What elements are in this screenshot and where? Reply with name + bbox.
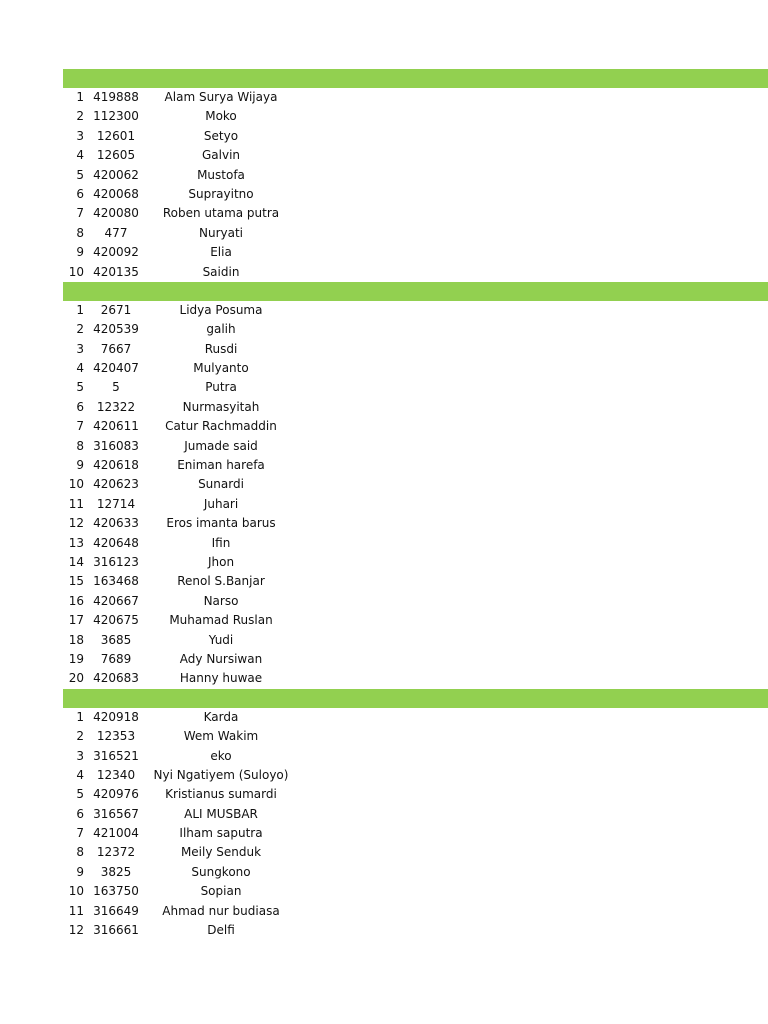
table-row: [0, 669, 768, 688]
row-number-cell: 11: [68, 496, 84, 511]
row-number-cell: 3: [76, 128, 84, 143]
row-number-cell: 2: [76, 729, 84, 744]
employee-name-cell: Setyo: [203, 128, 239, 143]
table-row: [0, 359, 768, 378]
employee-id-cell: 163468: [93, 574, 139, 589]
row-number-cell: 10: [68, 264, 84, 279]
employee-name-cell: Ady Nursiwan: [179, 651, 263, 666]
row-number-cell: 4: [76, 767, 84, 782]
employee-id-cell: 421004: [93, 826, 139, 841]
employee-id-cell: 316649: [93, 903, 139, 918]
row-number-cell: 4: [76, 148, 84, 163]
employee-id-cell: 12322: [96, 399, 136, 414]
employee-id-cell: 420407: [93, 361, 139, 376]
group-header-band: [63, 282, 768, 301]
row-number-cell: 9: [76, 458, 84, 473]
employee-name-cell: Hanny huwae: [179, 671, 263, 686]
table-row: [0, 514, 768, 533]
employee-name-cell: Kristianus sumardi: [165, 787, 277, 802]
table-row: [0, 766, 768, 785]
employee-name-cell: Juhari: [203, 496, 239, 511]
row-number-cell: 12: [68, 923, 84, 938]
row-number-cell: 10: [68, 477, 84, 492]
row-number-cell: 9: [76, 245, 84, 260]
employee-id-cell: 112300: [93, 109, 139, 124]
table-row: [0, 340, 768, 359]
employee-name-cell: Wem Wakim: [183, 729, 259, 744]
table-row: [0, 243, 768, 262]
employee-id-cell: 420062: [93, 167, 139, 182]
row-number-cell: 3: [76, 341, 84, 356]
employee-id-cell: 420135: [93, 264, 139, 279]
table-row: [0, 611, 768, 630]
row-number-cell: 6: [76, 399, 84, 414]
employee-id-cell: 419888: [93, 90, 139, 104]
table-row: [0, 301, 768, 320]
employee-name-cell: Suprayitno: [188, 186, 254, 201]
employee-name-cell: Nuryati: [198, 225, 243, 240]
employee-name-cell: ALI MUSBAR: [184, 806, 258, 821]
row-number-cell: 9: [76, 864, 84, 879]
group-header-band: [63, 69, 768, 88]
table-row: [0, 921, 768, 940]
row-number-cell: 8: [76, 225, 84, 240]
table-row: [0, 747, 768, 766]
employee-name-cell: Mulyanto: [193, 361, 249, 376]
spreadsheet: [0, 69, 768, 940]
row-number-cell: 19: [68, 651, 84, 666]
table-row: [0, 631, 768, 650]
row-number-cell: 1: [76, 709, 84, 724]
row-number-cell: 7: [76, 206, 84, 221]
row-number-cell: 18: [68, 632, 84, 647]
employee-name-cell: Catur Rachmaddin: [165, 419, 277, 434]
employee-id-cell: 316661: [93, 923, 139, 938]
table-row: [0, 437, 768, 456]
row-number-cell: 6: [76, 806, 84, 821]
employee-id-cell: 7667: [100, 341, 132, 356]
employee-name-cell: Ahmad nur budiasa: [162, 903, 280, 918]
table-row: [0, 572, 768, 591]
row-number-cell: 8: [76, 845, 84, 860]
employee-name-cell: Sopian: [200, 884, 242, 899]
employee-id-cell: 12601: [96, 128, 136, 143]
row-number-cell: 20: [68, 671, 84, 686]
row-number-cell: 3: [76, 748, 84, 763]
employee-name-cell: galih: [206, 322, 236, 337]
table-row: [0, 785, 768, 804]
employee-id-cell: 420633: [93, 516, 139, 531]
table-row: [0, 708, 768, 727]
row-number-cell: 11: [68, 903, 84, 918]
employee-id-cell: 420611: [93, 419, 139, 434]
employee-id-cell: 420683: [93, 671, 139, 686]
employee-id-cell: 316083: [93, 438, 139, 453]
employee-id-cell: 420092: [93, 245, 139, 260]
employee-name-cell: Narso: [203, 593, 239, 608]
employee-id-cell: 420080: [93, 206, 139, 221]
employee-id-cell: 477: [104, 225, 128, 240]
group-header-band: [63, 689, 768, 708]
table-row: [0, 727, 768, 746]
table-row: [0, 166, 768, 185]
row-number-cell: 5: [76, 167, 84, 182]
employee-id-cell: 316123: [93, 554, 139, 569]
employee-name-cell: Roben utama putra: [162, 206, 280, 221]
employee-id-cell: 12605: [96, 148, 136, 163]
employee-id-cell: 420675: [93, 613, 139, 628]
employee-id-cell: 420623: [93, 477, 139, 492]
table-row: [0, 127, 768, 146]
employee-name-cell: Jhon: [207, 554, 235, 569]
employee-id-cell: 420648: [93, 535, 139, 550]
row-number-cell: 6: [76, 186, 84, 201]
employee-name-cell: Nurmasyitah: [182, 399, 260, 414]
employee-id-cell: 420667: [93, 593, 139, 608]
employee-name-cell: Eros imanta barus: [166, 516, 276, 531]
table-row: [0, 88, 768, 107]
employee-id-cell: 12372: [96, 845, 136, 860]
row-number-cell: 5: [76, 787, 84, 802]
table-row: [0, 146, 768, 165]
employee-name-cell: Galvin: [201, 148, 241, 163]
table-row: [0, 863, 768, 882]
table-row: [0, 495, 768, 514]
row-number-cell: 8: [76, 438, 84, 453]
employee-id-cell: 420918: [93, 709, 139, 724]
employee-name-cell: eko: [210, 748, 232, 763]
table-row: [0, 650, 768, 669]
employee-name-cell: Sungkono: [191, 864, 251, 879]
employee-id-cell: 420618: [93, 458, 139, 473]
employee-name-cell: Sunardi: [198, 477, 244, 492]
employee-id-cell: 3825: [100, 864, 132, 879]
table-row: [0, 107, 768, 126]
table-row: [0, 553, 768, 572]
row-number-cell: 5: [76, 380, 84, 395]
row-number-cell: 14: [68, 554, 84, 569]
table-row: [0, 204, 768, 223]
row-number-cell: 17: [68, 613, 84, 628]
employee-name-cell: Lidya Posuma: [179, 302, 263, 317]
employee-id-cell: 12353: [96, 729, 136, 744]
employee-name-cell: Eniman harefa: [177, 458, 265, 473]
table-row: [0, 592, 768, 611]
employee-name-cell: Moko: [205, 109, 237, 124]
table-row: [0, 882, 768, 901]
employee-id-cell: 420539: [93, 322, 139, 337]
employee-name-cell: Delfi: [207, 923, 235, 938]
table-row: [0, 902, 768, 921]
employee-name-cell: Saidin: [202, 264, 240, 279]
row-number-cell: 12: [68, 516, 84, 531]
employee-id-cell: 5: [112, 380, 120, 395]
employee-name-cell: Karda: [203, 709, 239, 724]
table-row: [0, 475, 768, 494]
employee-id-cell: 163750: [93, 884, 139, 899]
employee-id-cell: 7689: [100, 651, 132, 666]
table-row: [0, 224, 768, 243]
employee-id-cell: 2671: [100, 302, 132, 317]
row-number-cell: 7: [76, 419, 84, 434]
table-row: [0, 456, 768, 475]
table-row: [0, 417, 768, 436]
employee-id-cell: 12714: [96, 496, 136, 511]
row-number-cell: 4: [76, 361, 84, 376]
employee-id-cell: 316567: [93, 806, 139, 821]
employee-name-cell: Yudi: [208, 632, 234, 647]
row-number-cell: 1: [76, 90, 84, 104]
employee-name-cell: Ilham saputra: [179, 826, 263, 841]
employee-name-cell: Putra: [205, 380, 237, 395]
table-row: [0, 824, 768, 843]
table-row: [0, 320, 768, 339]
employee-name-cell: Renol S.Banjar: [177, 574, 265, 589]
employee-name-cell: Meily Senduk: [180, 845, 262, 860]
row-number-cell: 2: [76, 322, 84, 337]
employee-name-cell: Mustofa: [197, 167, 245, 182]
employee-id-cell: 12340: [96, 767, 136, 782]
row-number-cell: 2: [76, 109, 84, 124]
row-number-cell: 10: [68, 884, 84, 899]
table-row: [0, 378, 768, 397]
row-number-cell: 13: [68, 535, 84, 550]
row-number-cell: 1: [76, 302, 84, 317]
table-row: [0, 185, 768, 204]
employee-name-cell: Rusdi: [204, 341, 238, 356]
employee-id-cell: 420976: [93, 787, 139, 802]
table-row: [0, 805, 768, 824]
employee-name-cell: Ifin: [211, 535, 231, 550]
employee-name-cell: Nyi Ngatiyem (Suloyo): [153, 767, 289, 782]
employee-id-cell: 316521: [93, 748, 139, 763]
table-row: [0, 398, 768, 417]
row-number-cell: 7: [76, 826, 84, 841]
employee-name-cell: Jumade said: [184, 438, 258, 453]
employee-name-cell: Alam Surya Wijaya: [164, 90, 278, 104]
employee-name-cell: Muhamad Ruslan: [169, 613, 273, 628]
row-number-cell: 15: [68, 574, 84, 589]
employee-name-cell: Elia: [210, 245, 232, 260]
employee-id-cell: 3685: [100, 632, 132, 647]
row-number-cell: 16: [68, 593, 84, 608]
employee-id-cell: 420068: [93, 186, 139, 201]
table-row: [0, 263, 768, 282]
table-row: [0, 843, 768, 862]
table-row: [0, 534, 768, 553]
